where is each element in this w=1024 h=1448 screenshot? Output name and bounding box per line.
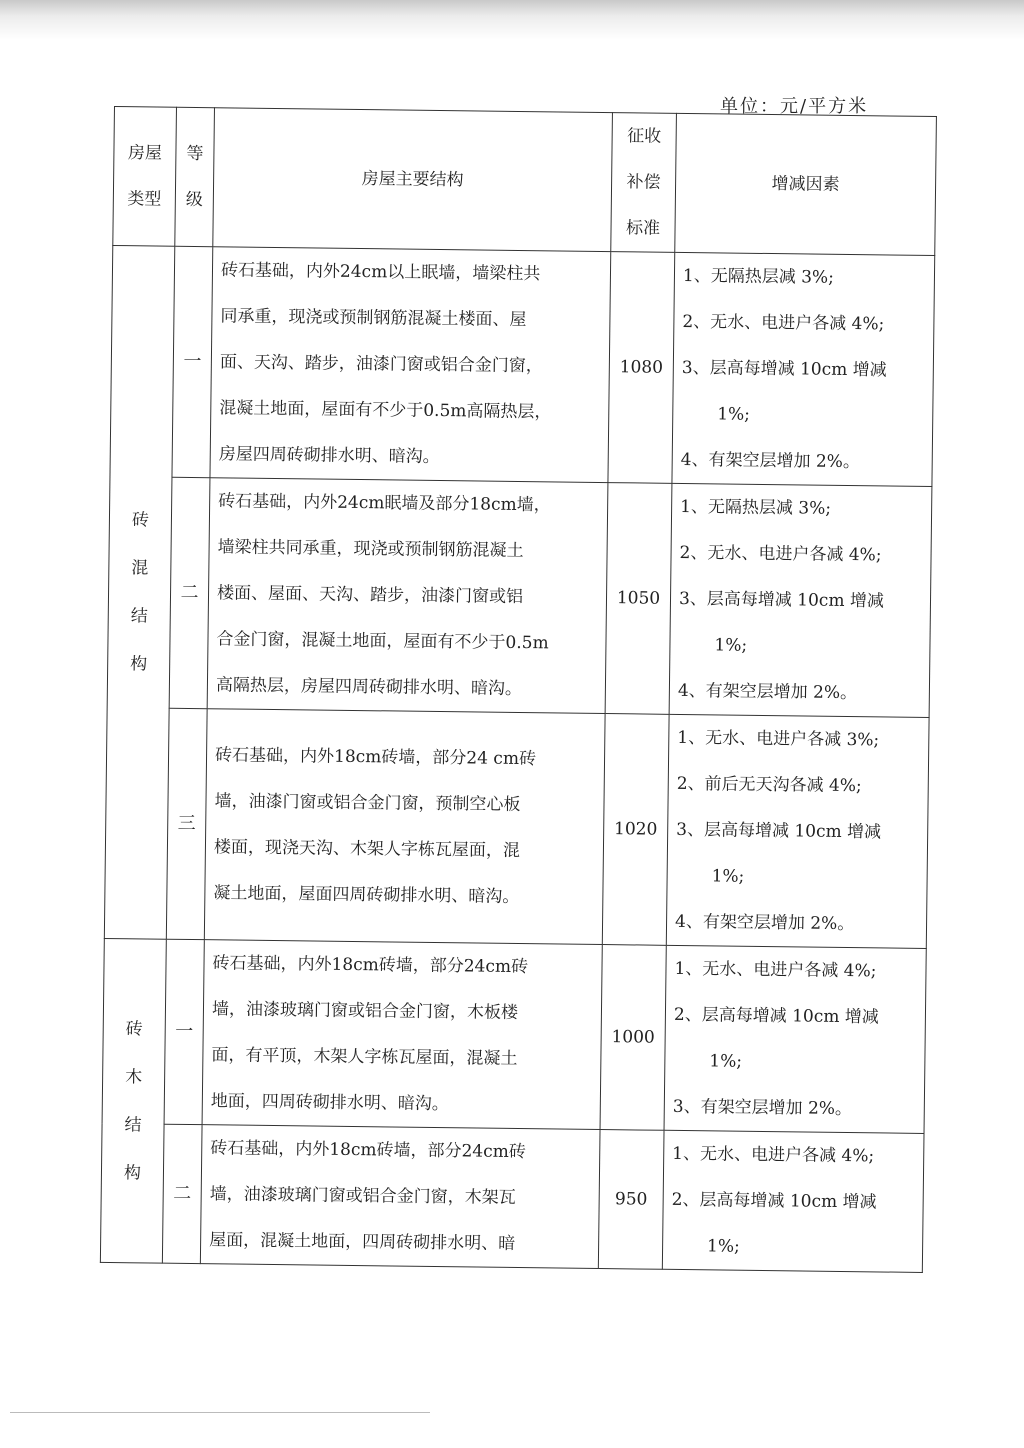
factor-line: 2、无水、电进户各减 4%; <box>682 311 885 335</box>
factor-line: 3、层高每增减 10cm 增减 <box>681 357 887 381</box>
structure-line: 砖石基础，内外24cm以上眠墙，墙梁柱共 <box>220 260 541 285</box>
structure-line: 合金门窗，混凝土地面，屋面有不少于0.5m <box>216 629 549 654</box>
header-grade-line: 级 <box>185 189 203 211</box>
structure-line: 楼面、屋面、天沟、踏步，油漆门窗或铝 <box>216 583 524 608</box>
structure-line: 墙，油漆玻璃门窗或铝合金门窗，木架瓦 <box>209 1184 516 1208</box>
factors-cell <box>662 1130 924 1272</box>
house-type-char: 结 <box>124 1114 142 1135</box>
price-cell: 1000 <box>600 945 666 1131</box>
structure-line: 凝土地面，屋面四周砖砌排水明、暗沟。 <box>213 883 520 908</box>
factor-line: 1%; <box>714 635 748 656</box>
structure-line: 混凝土地面，屋面有不少于0.5m高隔热层， <box>219 398 552 423</box>
header-row <box>113 107 937 256</box>
structure-line: 屋面，混凝土地面，四周砖砌排水明、暗 <box>209 1230 516 1254</box>
factor-line: 1、无水、电进户各减 3%; <box>677 727 880 751</box>
structure-line: 高隔热层，房屋四周砖砌排水明、暗沟。 <box>215 675 523 700</box>
factors-cell <box>666 714 929 948</box>
structure-line: 房屋四周砖砌排水明、暗沟。 <box>218 444 440 468</box>
price-cell: 1080 <box>608 252 675 484</box>
header-grade-line: 等 <box>186 143 204 165</box>
house-type-char: 砖 <box>131 510 150 531</box>
grade-cell: 一 <box>164 939 204 1124</box>
price-cell: 1020 <box>602 714 669 946</box>
factor-line: 3、有架空层增加 2%。 <box>672 1096 853 1120</box>
structure-line: 楼面，现浇天沟、木架人字栋瓦屋面，混 <box>213 837 521 862</box>
table-row <box>104 707 929 948</box>
factor-line: 2、前后无天沟各减 4%; <box>676 773 862 797</box>
unit-label: 单位：元/平方米 <box>720 96 869 117</box>
price-cell: 950 <box>598 1130 664 1270</box>
factor-line: 1、无隔热层减 3%; <box>680 496 832 519</box>
header-standard-line: 征收 <box>627 126 662 147</box>
factor-line: 4、有架空层增加 2%。 <box>677 680 858 704</box>
structure-cell <box>204 709 605 945</box>
house-type-char: 构 <box>130 654 148 675</box>
house-type-char: 混 <box>131 558 149 579</box>
factors-cell <box>664 945 926 1133</box>
header-standard <box>611 113 677 253</box>
structure-line: 面、天沟、踏步，油漆门窗或铝合金门窗， <box>219 352 543 377</box>
grade-cell: 二 <box>169 477 210 708</box>
factor-line: 2、层高每增减 10cm 增减 <box>673 1004 879 1028</box>
factor-line: 1%; <box>709 1051 743 1072</box>
table-row <box>102 938 926 1133</box>
header-standard-line: 标准 <box>625 218 661 239</box>
structure-line: 面，有平顶，木架人字栋瓦屋面，混凝土 <box>211 1045 518 1069</box>
structure-line: 砖石基础，内外18cm砖墙，部分24cm砖 <box>212 953 529 978</box>
factor-line: 4、有架空层增加 2%。 <box>680 449 861 473</box>
factor-line: 3、层高每增减 10cm 增减 <box>676 819 882 843</box>
structure-line: 砖石基础，内外18cm砖墙，部分24 cm砖 <box>214 745 537 770</box>
structure-line: 同承重，现浇或预制钢筋混凝土楼面、屋 <box>220 306 527 331</box>
header-grade <box>175 107 215 246</box>
header-house-type-line: 房屋 <box>127 143 163 164</box>
factor-line: 1%; <box>711 866 745 887</box>
scan-edge-shadow <box>0 0 1024 40</box>
header-house-type <box>113 107 177 247</box>
structure-cell <box>200 1125 600 1269</box>
structure-cell <box>210 247 611 483</box>
factors-cell <box>672 252 935 486</box>
structure-line: 墙，油漆玻璃门窗或铝合金门窗，木板楼 <box>211 999 519 1024</box>
factors-cell <box>669 483 932 717</box>
factor-line: 4、有架空层增加 2%。 <box>674 911 855 935</box>
table-row <box>110 245 935 486</box>
factor-line: 1%; <box>706 1236 740 1257</box>
structure-line: 地面，四周砖砌排水明、暗沟。 <box>210 1091 449 1115</box>
grade-cell: 一 <box>172 246 213 477</box>
factor-line: 1、无水、电进户各减 4%; <box>674 958 877 982</box>
grade-cell: 三 <box>166 708 207 939</box>
grade-cell: 二 <box>162 1124 202 1263</box>
house-type-char: 构 <box>123 1162 142 1183</box>
structure-cell <box>202 940 602 1130</box>
factor-line: 2、无水、电进户各减 4%; <box>679 542 882 566</box>
header-house-type-line: 类型 <box>127 189 162 210</box>
compensation-table <box>100 106 937 1273</box>
factor-line: 2、层高每增减 10cm 增减 <box>671 1189 877 1213</box>
header-structure: 房屋主要结构 <box>213 108 613 252</box>
house-type-char: 砖 <box>125 1018 143 1039</box>
header-standard-line: 补偿 <box>626 172 661 193</box>
structure-line: 砖石基础，内外18cm砖墙，部分24cm砖 <box>210 1138 526 1163</box>
factor-line: 1、无隔热层减 3%; <box>682 265 834 288</box>
house-type-brick-wood <box>100 938 166 1263</box>
structure-line: 墙，油漆门窗或铝合金门窗，预制空心板 <box>214 791 521 816</box>
factor-line: 1%; <box>717 404 751 425</box>
price-cell: 1050 <box>605 483 672 715</box>
table-row <box>107 476 932 717</box>
house-type-char: 结 <box>130 606 148 627</box>
table-row <box>100 1123 924 1272</box>
house-type-char: 木 <box>125 1066 143 1087</box>
structure-line: 砖石基础，内外24cm眠墙及部分18cm墙， <box>218 491 551 516</box>
factor-line: 3、层高每增减 10cm 增减 <box>678 588 885 612</box>
structure-cell <box>207 478 608 714</box>
scan-edge-line <box>10 1412 430 1413</box>
structure-line: 墙梁柱共同承重，现浇或预制钢筋混凝土 <box>217 537 524 562</box>
factor-line: 1、无水、电进户各减 4%; <box>672 1143 875 1167</box>
header-factors: 增减因素 <box>675 113 937 255</box>
house-type-brick-concrete <box>104 245 174 939</box>
